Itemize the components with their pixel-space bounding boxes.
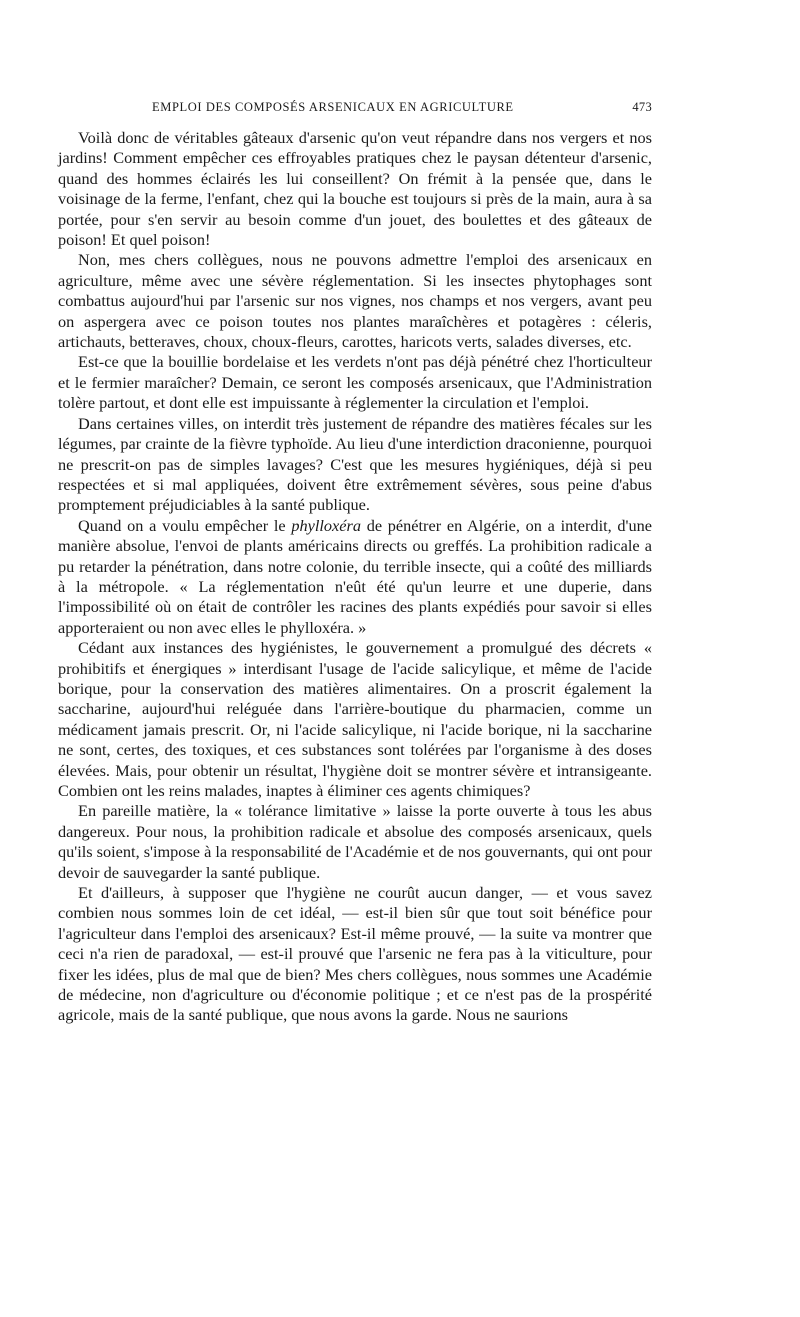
document-page <box>58 96 652 1026</box>
paragraph-5-end: de pénétrer en Algérie, on a interdit, d'une manière absolue, l'envoi de plants américains directs ou greffés. La prohibition radicale a pu retarder la pénétration, dans notre colonie, du terrible insecte, qui a coûté des milliards à la métropole. « La réglementation n'eût été qu'un leurre et une duperie, dans l'impossibilité où on était de contrôler les racines des plants expédiés pour savoir si elles apporteraient ou non avec elles le phylloxéra. » <box>58 515 652 637</box>
paragraph-7: En pareille matière, la « tolérance limitative » laisse la porte ouverte à tous les abus dangereux. Pour nous, la prohibition radicale et absolue des composés arsenicaux, quels qu'ils soient, s'impose à la responsabilité de l'Académie et de nos gouvernants, qui ont pour devoir de sauvegarder la santé publique. <box>58 801 652 882</box>
paragraph-4: Dans certaines villes, on interdit très justement de répandre des matières fécales sur les légumes, par crainte de la fièvre typhoïde. Au lieu d'une interdiction draconienne, pourquoi ne prescrit-on pas de simples lavages? C'est que les mesures hygiéniques, déjà si peu respectées et si mal appliquées, doivent être extrêmement sévères, sous peine d'abus promptement préjudiciables à la santé publique. <box>58 413 652 515</box>
paragraph-5-italic-term: phylloxéra <box>291 515 361 535</box>
paragraph-5 <box>58 516 652 638</box>
running-header <box>58 96 652 120</box>
paragraph-8: Et d'ailleurs, à supposer que l'hygiène ne courût aucun danger, — et vous savez combien nous sommes loin de cet idéal, — est-il bien sûr que tout soit bénéfice pour l'agriculteur dans l'emploi des arsenicaux? Est-il même prouvé, — la suite va montrer que ceci n'a rien de paradoxal, — est-il prouvé que l'arsenic ne fera pas à la viticulture, pour fixer les idées, plus de mal que de bien? Mes chers collègues, nous sommes une Académie de médecine, non d'agriculture ou d'économie politique ; et ce n'est pas de la prospérité agricole, mais de la santé publique, que nous avons la garde. Nous ne saurions <box>58 883 652 1025</box>
paragraph-2: Non, mes chers collègues, nous ne pouvons admettre l'emploi des arsenicaux en agriculture, même avec une sévère réglementation. Si les insectes phytophages sont combattus aujourd'hui par l'arsenic sur nos vignes, nos champs et nos vergers, avant peu on aspergera avec ce poison toutes nos plantes maraîchères et potagères : céleris, artichauts, betteraves, choux, choux-fleurs, carottes, haricots verts, salades diverses, etc. <box>58 250 652 352</box>
body-text <box>58 128 652 1026</box>
paragraph-6: Cédant aux instances des hygiénistes, le gouvernement a promulgué des décrets « prohibitifs et énergiques » interdisant l'usage de l'acide salicylique, et même de l'acide borique, pour la conservation des matières alimentaires. On a proscrit également la saccharine, aujourd'hui reléguée dans l'arrière-boutique du pharmacien, comme un médicament jamais prescrit. Or, ni l'acide salicylique, ni l'acide borique, ni la saccharine ne sont, certes, des toxiques, et ces substances sont tolérées par l'organisme à des doses élevées. Mais, pour obtenir un résultat, l'hygiène doit se montrer sévère et intransigeante. Combien ont les reins malades, inaptes à éliminer ces agents chimiques? <box>58 638 652 800</box>
paragraph-3: Est-ce que la bouillie bordelaise et les verdets n'ont pas déjà pénétré chez l'horticulteur et le fermier maraîcher? Demain, ce seront les composés arsenicaux, que l'Administration tolère partout, et dont elle est impuissante à réglementer la circulation et l'emploi. <box>58 352 652 413</box>
paragraph-5-start: Quand on a voulu empêcher le <box>78 515 292 535</box>
paragraph-1: Voilà donc de véritables gâteaux d'arsenic qu'on veut répandre dans nos vergers et nos jardins! Comment empêcher ces effroyables pratiques chez le paysan détenteur d'arsenic, quand des hommes éclairés les lui conseillent? On frémit à la pensée que, dans le voisinage de la ferme, l'enfant, chez qui la bouche est toujours si près de la main, aura à sa portée, pour s'en servir au besoin comme d'un jouet, des boulettes et des gâteaux de poison! Et quel poison! <box>58 128 652 250</box>
page-number: 473 <box>632 100 652 114</box>
running-title: EMPLOI DES COMPOSÉS ARSENICAUX EN AGRICULTURE <box>152 100 514 114</box>
